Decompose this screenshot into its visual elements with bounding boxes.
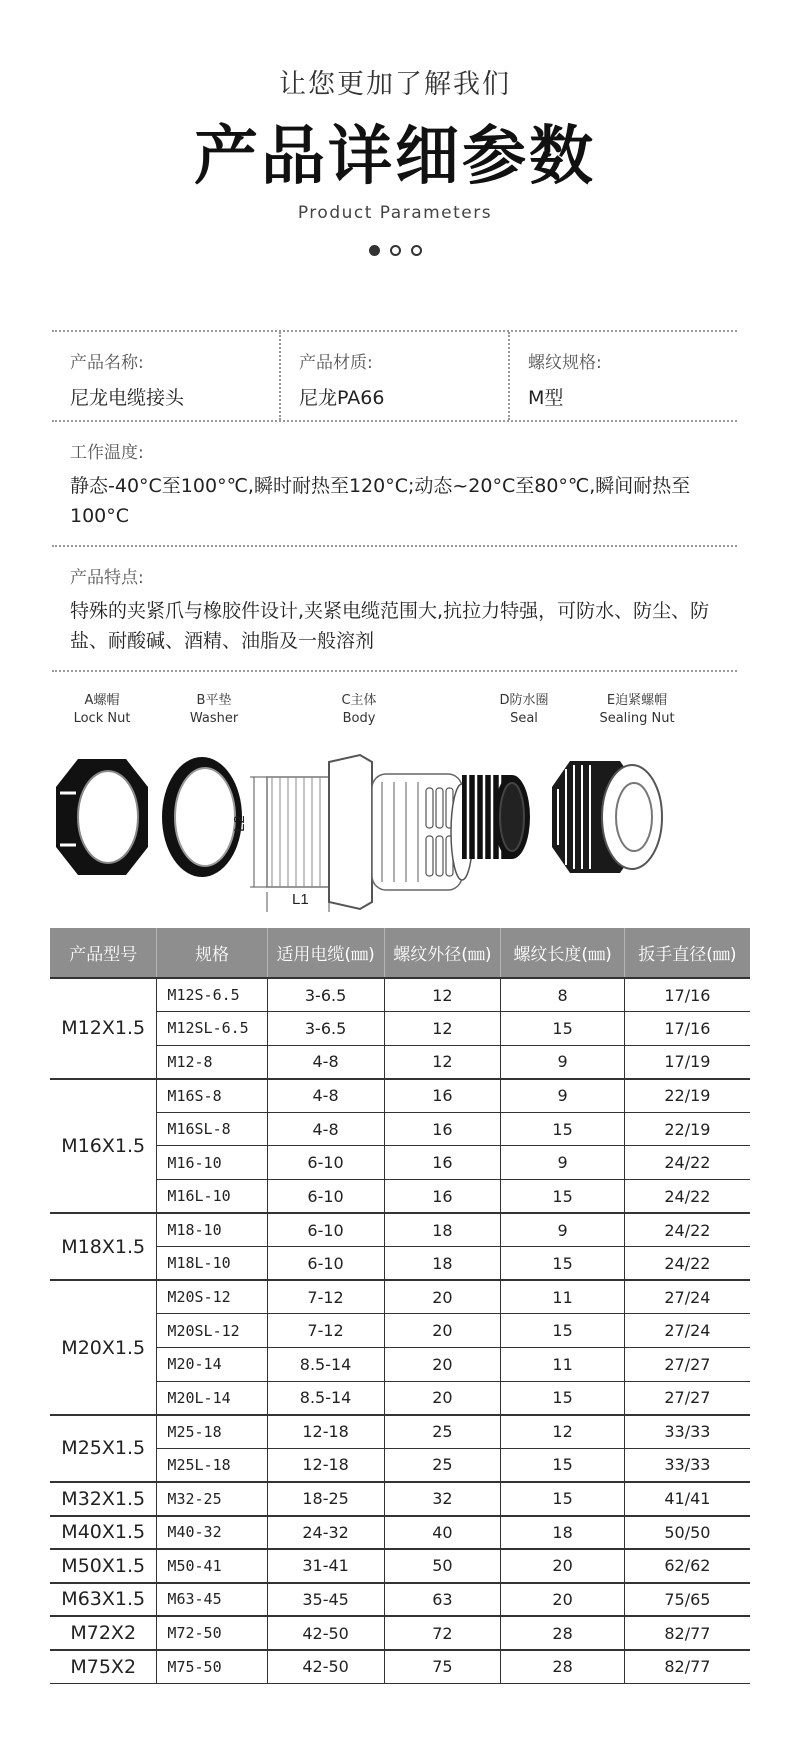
lock-nut-icon	[56, 759, 148, 875]
model-cell: M72X2	[50, 1616, 157, 1650]
spec-cell: M20-14	[157, 1348, 267, 1382]
model-cell: M20X1.5	[50, 1280, 157, 1414]
thread-diameter-cell: 16	[384, 1146, 501, 1180]
wrench-size-cell: 17/16	[624, 978, 750, 1012]
thread-length-cell: 15	[501, 1247, 624, 1281]
spec-cell: M63-45	[157, 1583, 267, 1617]
thread-diameter-cell: 16	[384, 1079, 501, 1113]
spec-cell: M16SL-8	[157, 1112, 267, 1146]
thread-diameter-cell: 32	[384, 1482, 501, 1516]
spec-cell: M40-32	[157, 1516, 267, 1550]
header-spec: 规格	[157, 928, 267, 978]
features-label: 产品特点:	[70, 568, 144, 588]
thread-length-cell: 15	[501, 1112, 624, 1146]
cable-range-cell: 12-18	[267, 1415, 384, 1449]
body-icon	[250, 755, 473, 912]
spec-cell: M16-10	[157, 1146, 267, 1180]
temperature-block	[52, 422, 737, 545]
model-cell: M50X1.5	[50, 1549, 157, 1583]
wrench-size-cell: 24/22	[624, 1146, 750, 1180]
thread-diameter-cell: 25	[384, 1448, 501, 1482]
cable-range-cell: 4-8	[267, 1045, 384, 1079]
page-header	[0, 62, 790, 223]
spec-cell: M16S-8	[157, 1079, 267, 1113]
spec-cell: M25-18	[157, 1415, 267, 1449]
spec-cell: M25L-18	[157, 1448, 267, 1482]
parts-drawing	[52, 692, 752, 912]
wrench-size-cell: 17/16	[624, 1012, 750, 1046]
thread-length-cell: 12	[501, 1415, 624, 1449]
wrench-size-cell: 75/65	[624, 1583, 750, 1617]
thread-diameter-cell: 20	[384, 1314, 501, 1348]
thread-diameter-cell: 40	[384, 1516, 501, 1550]
thread-diameter-cell: 72	[384, 1616, 501, 1650]
thread-diameter-cell: 25	[384, 1415, 501, 1449]
cable-range-cell: 6-10	[267, 1146, 384, 1180]
thread-length-cell: 15	[501, 1012, 624, 1046]
thread-diameter-cell: 20	[384, 1280, 501, 1314]
thread-length-cell: 28	[501, 1650, 624, 1684]
wrench-size-cell: 33/33	[624, 1448, 750, 1482]
wrench-size-cell: 24/22	[624, 1180, 750, 1214]
temperature-value: 静态-40°C至100°℃,瞬时耐热至120°C;动态~20°C至80°℃,瞬间耐热至100°C	[70, 475, 691, 527]
cable-range-cell: 42-50	[267, 1616, 384, 1650]
thread-length-cell: 15	[501, 1482, 624, 1516]
cable-range-cell: 3-6.5	[267, 1012, 384, 1046]
divider	[52, 670, 737, 672]
spec-cell: M20S-12	[157, 1280, 267, 1314]
wrench-size-cell: 24/22	[624, 1247, 750, 1281]
thread-diameter-cell: 63	[384, 1583, 501, 1617]
thread-diameter-cell: 12	[384, 1045, 501, 1079]
cable-range-cell: 7-12	[267, 1280, 384, 1314]
spec-table	[50, 928, 750, 1684]
features-block	[52, 547, 737, 670]
parts-diagram	[52, 692, 752, 912]
dimension-l2-label: L2	[231, 815, 248, 832]
cable-range-cell: 35-45	[267, 1583, 384, 1617]
thread-length-cell: 15	[501, 1180, 624, 1214]
cable-range-cell: 12-18	[267, 1448, 384, 1482]
thread-length-cell: 15	[501, 1381, 624, 1415]
spec-cell: M20SL-12	[157, 1314, 267, 1348]
cable-range-cell: 6-10	[267, 1180, 384, 1214]
cable-range-cell: 24-32	[267, 1516, 384, 1550]
thread-diameter-cell: 20	[384, 1381, 501, 1415]
wrench-size-cell: 27/27	[624, 1348, 750, 1382]
cable-range-cell: 6-10	[267, 1213, 384, 1247]
part-label-body: C主体 Body	[341, 693, 377, 726]
thread-diameter-cell: 16	[384, 1112, 501, 1146]
temperature-label: 工作温度:	[70, 443, 144, 463]
spec-cell: M12S-6.5	[157, 978, 267, 1012]
model-cell: M25X1.5	[50, 1415, 157, 1482]
cable-range-cell: 18-25	[267, 1482, 384, 1516]
table-row	[50, 1650, 750, 1684]
header-thread-length: 螺纹长度(㎜)	[501, 928, 624, 978]
wrench-size-cell: 17/19	[624, 1045, 750, 1079]
wrench-size-cell: 22/19	[624, 1079, 750, 1113]
cable-range-cell: 31-41	[267, 1549, 384, 1583]
header-model: 产品型号	[50, 928, 157, 978]
wrench-size-cell: 41/41	[624, 1482, 750, 1516]
thread-diameter-cell: 12	[384, 1012, 501, 1046]
seal-icon	[462, 775, 530, 859]
header-wrench-size: 扳手直径(㎜)	[624, 928, 750, 978]
dot-icon	[411, 245, 422, 256]
spec-cell: M18-10	[157, 1213, 267, 1247]
part-label-sealing-nut: E迫紧螺帽 Sealing Nut	[599, 693, 675, 726]
thread-diameter-cell: 18	[384, 1213, 501, 1247]
thread-length-cell: 8	[501, 978, 624, 1012]
table-row	[50, 1616, 750, 1650]
thread-length-cell: 15	[501, 1314, 624, 1348]
model-cell: M63X1.5	[50, 1583, 157, 1617]
page-title-english: Product Parameters	[297, 203, 493, 223]
thread-diameter-cell: 50	[384, 1549, 501, 1583]
table-row	[50, 1583, 750, 1617]
name-value: 尼龙电缆接头	[70, 387, 185, 409]
pagination-dots	[0, 240, 790, 259]
thread-diameter-cell: 75	[384, 1650, 501, 1684]
thread-length-cell: 9	[501, 1079, 624, 1113]
thread-diameter-cell: 18	[384, 1247, 501, 1281]
model-cell: M16X1.5	[50, 1079, 157, 1213]
table-body	[50, 978, 750, 1683]
name-label: 产品名称:	[70, 353, 144, 373]
thread-length-cell: 9	[501, 1045, 624, 1079]
model-cell: M75X2	[50, 1650, 157, 1684]
washer-icon	[162, 757, 242, 877]
thread-label: 螺纹规格:	[528, 353, 602, 373]
spec-cell: M50-41	[157, 1549, 267, 1583]
sealing-nut-icon	[552, 761, 662, 873]
header-cable-range: 适用电缆(㎜)	[267, 928, 384, 978]
cable-range-cell: 4-8	[267, 1112, 384, 1146]
spec-cell: M16L-10	[157, 1180, 267, 1214]
wrench-size-cell: 22/19	[624, 1112, 750, 1146]
table-row	[50, 978, 750, 1012]
wrench-size-cell: 82/77	[624, 1616, 750, 1650]
thread-length-cell: 11	[501, 1348, 624, 1382]
thread-length-cell: 9	[501, 1146, 624, 1180]
thread-diameter-cell: 16	[384, 1180, 501, 1214]
wrench-size-cell: 24/22	[624, 1213, 750, 1247]
model-cell: M12X1.5	[50, 978, 157, 1079]
model-cell: M40X1.5	[50, 1516, 157, 1550]
cable-range-cell: 3-6.5	[267, 978, 384, 1012]
table-row	[50, 1079, 750, 1113]
table-row	[50, 1516, 750, 1550]
thread-diameter-cell: 20	[384, 1348, 501, 1382]
thread-length-cell: 11	[501, 1280, 624, 1314]
thread-length-cell: 20	[501, 1549, 624, 1583]
header-subtitle: 让您更加了解我们	[279, 69, 511, 100]
wrench-size-cell: 27/27	[624, 1381, 750, 1415]
cable-range-cell: 8.5-14	[267, 1381, 384, 1415]
thread-length-cell: 15	[501, 1448, 624, 1482]
table-header-row	[50, 928, 750, 978]
thread-length-cell: 18	[501, 1516, 624, 1550]
table-row	[50, 1213, 750, 1247]
table-row	[50, 1482, 750, 1516]
thread-diameter-cell: 12	[384, 978, 501, 1012]
cable-range-cell: 42-50	[267, 1650, 384, 1684]
parameter-row	[52, 332, 737, 420]
model-cell: M18X1.5	[50, 1213, 157, 1280]
header-thread-diameter: 螺纹外径(㎜)	[384, 928, 501, 978]
cable-range-cell: 8.5-14	[267, 1348, 384, 1382]
table-row	[50, 1415, 750, 1449]
parameter-panel	[52, 330, 737, 672]
dot-icon	[369, 245, 380, 256]
spec-cell: M20L-14	[157, 1381, 267, 1415]
part-label-lock-nut: A螺帽 Lock Nut	[73, 693, 131, 726]
spec-cell: M18L-10	[157, 1247, 267, 1281]
thread-length-cell: 9	[501, 1213, 624, 1247]
wrench-size-cell: 62/62	[624, 1549, 750, 1583]
table-row	[50, 1549, 750, 1583]
wrench-size-cell: 27/24	[624, 1280, 750, 1314]
wrench-size-cell: 33/33	[624, 1415, 750, 1449]
thread-length-cell: 20	[501, 1583, 624, 1617]
cable-range-cell: 6-10	[267, 1247, 384, 1281]
spec-cell: M12-8	[157, 1045, 267, 1079]
spec-cell: M12SL-6.5	[157, 1012, 267, 1046]
page-title: 产品详细参数	[194, 120, 596, 194]
wrench-size-cell: 82/77	[624, 1650, 750, 1684]
table-row	[50, 1280, 750, 1314]
dot-icon	[390, 245, 401, 256]
thread-length-cell: 28	[501, 1616, 624, 1650]
cable-range-cell: 7-12	[267, 1314, 384, 1348]
spec-cell: M75-50	[157, 1650, 267, 1684]
features-value: 特殊的夹紧爪与橡胶件设计,夹紧电缆范围大,抗拉力特强，可防水、防尘、防盐、耐酸碱、酒精、油脂及一般溶剂	[70, 600, 710, 652]
material-value: 尼龙PA66	[299, 387, 385, 409]
cable-range-cell: 4-8	[267, 1079, 384, 1113]
wrench-size-cell: 27/24	[624, 1314, 750, 1348]
spec-cell: M72-50	[157, 1616, 267, 1650]
name-cell	[52, 332, 279, 420]
part-label-seal: D防水圈 Seal	[499, 693, 549, 726]
dimension-l1-label: L1	[292, 891, 309, 908]
model-cell: M32X1.5	[50, 1482, 157, 1516]
material-label: 产品材质:	[299, 353, 373, 373]
wrench-size-cell: 50/50	[624, 1516, 750, 1550]
spec-cell: M32-25	[157, 1482, 267, 1516]
material-cell	[279, 332, 508, 420]
part-label-washer: B平垫 Washer	[189, 693, 239, 726]
thread-value: M型	[528, 387, 564, 409]
thread-cell	[508, 332, 737, 420]
